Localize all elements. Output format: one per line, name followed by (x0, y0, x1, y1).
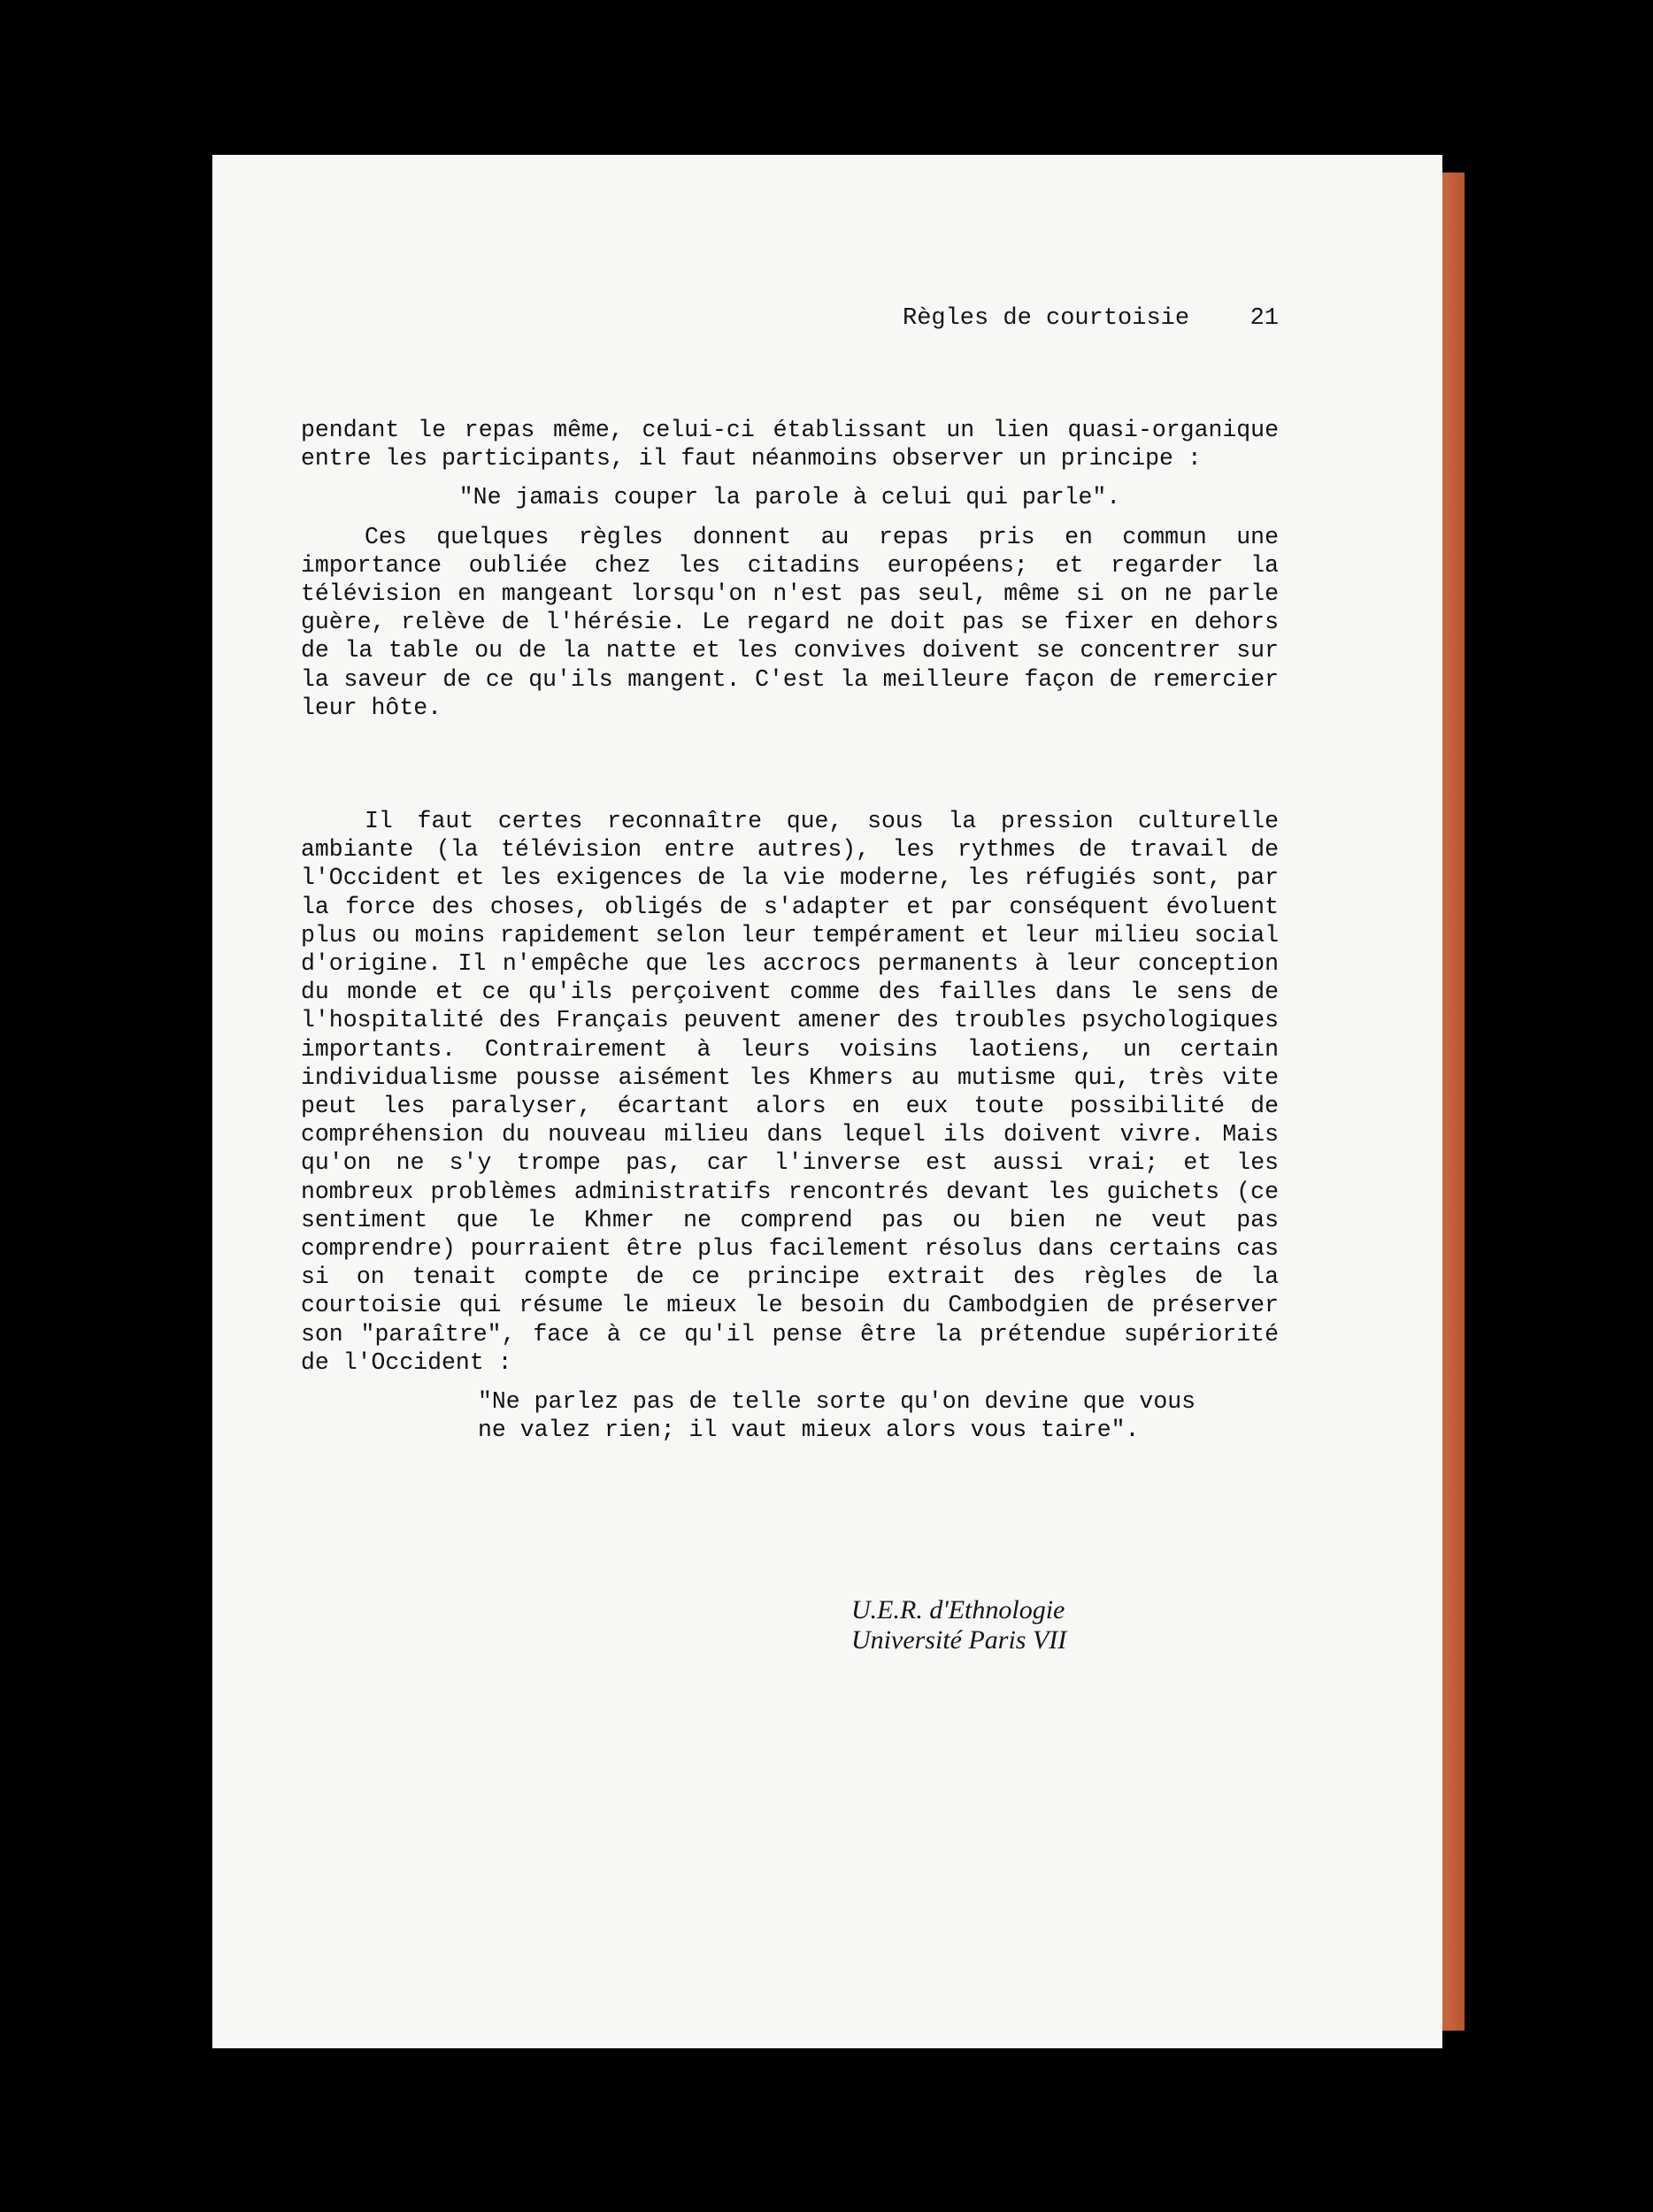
running-head (903, 305, 1279, 332)
page-number: 21 (1249, 305, 1279, 332)
quote-2: "Ne parlez pas de telle sorte qu'on devine que vous ne valez rien; il vaut mieux alors vous taire". (478, 1388, 1196, 1444)
body-text (301, 416, 1279, 1445)
author-affiliation (851, 1595, 1066, 1655)
paragraph-2: Ces quelques règles donnent au repas pris en commun une importance oubliée chez les citadins européens; et regarder la télévision en mangeant lorsqu'on n'est pas seul, même si on ne parle guère, relève de l'hérésie. Le regard ne doit pas se fixer en dehors de la table ou de la natte et les convives doivent se concentrer sur la saveur de ce qu'ils mangent. C'est la meilleure façon de remercier leur hôte. (301, 523, 1279, 721)
paragraph-1: pendant le repas même, celui-ci établissant un lien quasi-organique entre les participants, il faut néanmoins observer un principe : (301, 417, 1279, 472)
running-head-title: Règles de courtoisie (903, 305, 1190, 332)
quote-1: "Ne jamais couper la parole à celui qui parle". (458, 484, 1121, 511)
paragraph-3: Il faut certes reconnaître que, sous la pression culturelle ambiante (la télévision entre autres), les rythmes de travail de l'Occident et les exigences de la vie moderne, les réfugiés sont, par la force des choses, obligés de s'adapter et par conséquent évoluent plus ou moins rapidement selon leur tempérament et leur milieu social d'origine. Il n'empêche que les accrocs permanents à leur conception du monde et ce qu'ils perçoivent comme des failles dans le sens de l'hospitalité des Français peuvent amener des troubles psychologiques importants. Contrairement à leurs voisins laotiens, un certain individualisme pousse aisément les Khmers au mutisme qui, très vite peut les paralyser, écartant alors en eux toute possibilité de compréhension du nouveau milieu dans lequel ils doivent vivre. Mais qu'on ne s'y trompe pas, car l'inverse est aussi vrai; et les nombreux problèmes administratifs rencontrés devant les guichets (ce sentiment que le Khmer ne comprend pas ou bien ne veut pas comprendre) pourraient être plus facilement résolus dans certains cas si on tenait compte de ce principe extrait des règles de la courtoisie qui résume le mieux le besoin du Cambodgien de préserver son "paraître", face à ce qu'il pense être la prétendue supériorité de l'Occident : (301, 808, 1279, 1376)
affiliation-line-1: U.E.R. d'Ethnologie (851, 1595, 1065, 1624)
affiliation-line-2: Université Paris VII (851, 1625, 1067, 1655)
